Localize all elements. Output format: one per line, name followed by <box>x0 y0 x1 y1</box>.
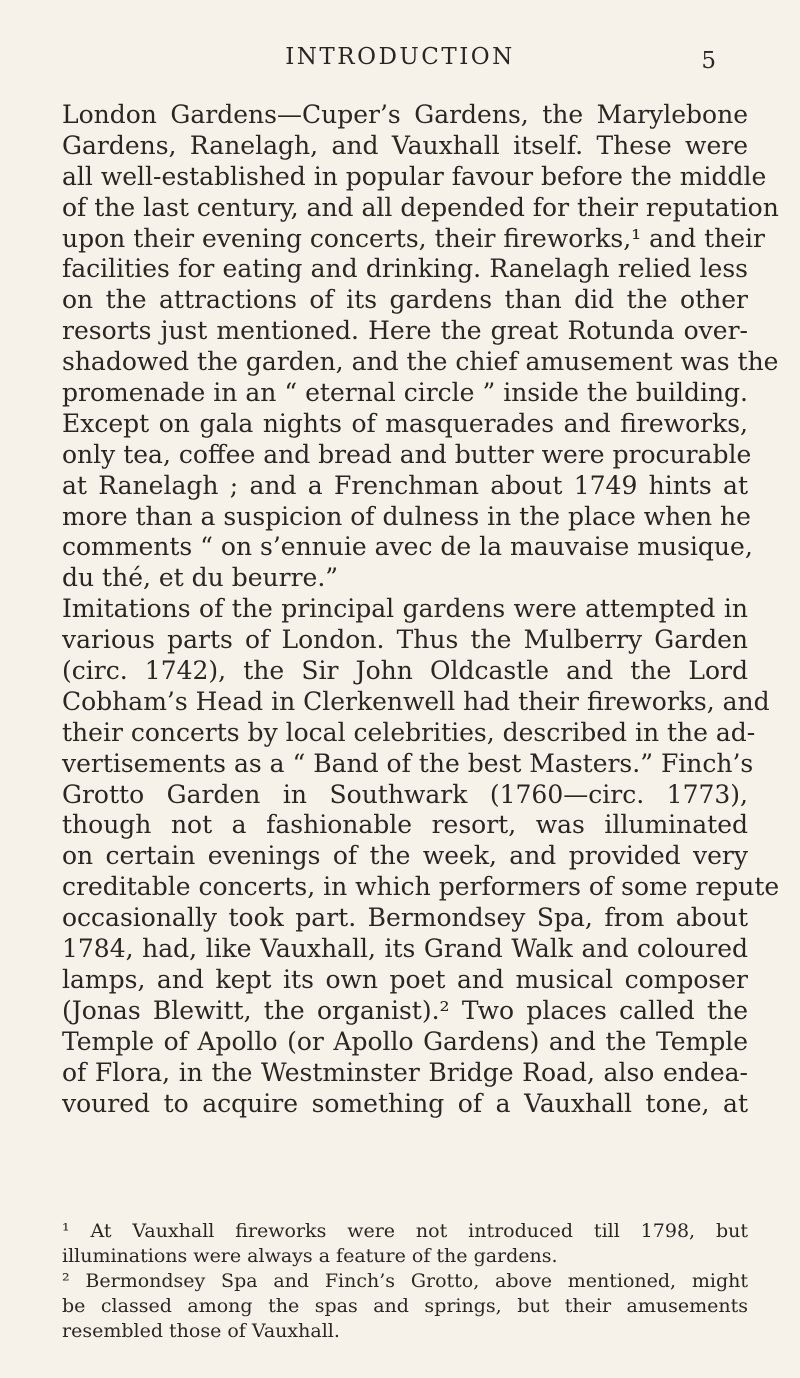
body-line: shadowed the garden, and the chief amusement was the <box>62 347 779 377</box>
body-line: on certain evenings of the week, and provided very <box>62 841 748 871</box>
body-line: vertisements as a “ Band of the best Masters.” Finch’s <box>62 748 754 778</box>
body-line: Except on gala nights of masquerades and fireworks, <box>62 408 748 438</box>
body-line: Gardens, Ranelagh, and Vauxhall itself. These were <box>62 130 748 160</box>
body-line: various parts of London. Thus the Mulberry Garden <box>62 625 748 655</box>
body-line: Imitations of the principal gardens were attempted in <box>62 594 748 624</box>
footnote-line: ² Bermondsey Spa and Finch’s Grotto, above mentioned, might <box>62 1270 748 1292</box>
body-line: Grotto Garden in Southwark (1760—circ. 1773), <box>62 779 748 809</box>
body-line: London Gardens—Cuper’s Gardens, the Marylebone <box>62 100 748 129</box>
page-number: 5 <box>701 48 716 74</box>
body-line: of the last century, and all depended for their reputation <box>62 192 779 222</box>
body-line: all well-established in popular favour before the middle <box>62 161 767 191</box>
body-line: 1784, had, like Vauxhall, its Grand Walk and coloured <box>62 934 748 964</box>
body-line: (circ. 1742), the Sir John Oldcastle and the Lord <box>62 656 748 686</box>
body-line: resorts just mentioned. Here the great Rotunda over- <box>62 316 748 346</box>
body-line: voured to acquire something of a Vauxhall tone, at <box>62 1088 748 1118</box>
body-line: at Ranelagh ; and a Frenchman about 1749 hints at <box>62 470 748 500</box>
body-line: (Jonas Blewitt, the organist).² Two places called the <box>62 995 748 1025</box>
footnotes <box>62 1219 748 1344</box>
body-line: upon their evening concerts, their fireworks,¹ and their <box>62 223 765 253</box>
body-line: promenade in an “ eternal circle ” inside the building. <box>62 378 748 408</box>
body-line: though not a fashionable resort, was illuminated <box>62 810 748 840</box>
footnote-line: resembled those of Vauxhall. <box>62 1320 340 1342</box>
body-line: Cobham’s Head in Clerkenwell had their fireworks, and <box>62 686 770 716</box>
footnote-line: be classed among the spas and springs, but their amusements <box>62 1295 748 1317</box>
running-head <box>0 44 800 78</box>
body-line: facilities for eating and drinking. Ranelagh relied less <box>62 254 748 284</box>
body-line: lamps, and kept its own poet and musical composer <box>62 964 748 994</box>
body-line: their concerts by local celebrities, described in the ad- <box>62 717 756 747</box>
body-line: only tea, coffee and bread and butter were procurable <box>62 439 752 469</box>
body-text <box>62 100 780 1119</box>
body-line: on the attractions of its gardens than did the other <box>62 285 748 315</box>
body-line: of Flora, in the Westminster Bridge Road, also endea- <box>62 1057 748 1087</box>
footnote-line: ¹ At Vauxhall fireworks were not introduced till 1798, but <box>62 1220 748 1242</box>
body-line: more than a suspicion of dulness in the place when he <box>62 501 751 531</box>
body-line: comments “ on s’ennuie avec de la mauvaise musique, <box>62 532 753 562</box>
footnote-line: illuminations were always a feature of the gardens. <box>62 1245 558 1267</box>
body-line: Temple of Apollo (or Apollo Gardens) and the Temple <box>62 1026 748 1056</box>
body-line: occasionally took part. Bermondsey Spa, from about <box>62 903 748 933</box>
body-line: creditable concerts, in which performers of some repute <box>62 872 780 902</box>
running-title: INTRODUCTION <box>285 44 515 70</box>
body-line: du thé, et du beurre.” <box>62 563 339 593</box>
